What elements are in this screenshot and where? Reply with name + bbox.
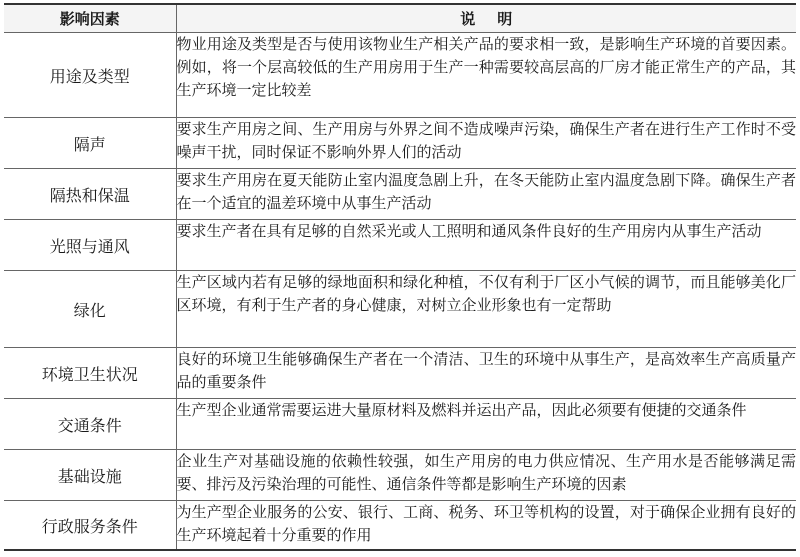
row-description: 为生产型企业服务的公安、银行、工商、税务、环卫等机构的设置，对于确保企业拥有良好的生产环境起着十分重要的作用 bbox=[176, 501, 796, 551]
table-row bbox=[4, 501, 796, 551]
table-row bbox=[4, 118, 796, 169]
row-factor: 用途及类型 bbox=[4, 33, 176, 118]
table-row bbox=[4, 33, 796, 118]
row-factor: 行政服务条件 bbox=[4, 501, 176, 551]
row-description: 要求生产者在具有足够的自然采光或人工照明和通风条件良好的生产用房内从事生产活动 bbox=[176, 220, 796, 271]
row-description: 要求生产用房之间、生产用房与外界之间不造成噪声污染，确保生产者在进行生产工作时不受噪声干扰，同时保证不影响外界人们的活动 bbox=[176, 118, 796, 169]
factors-table bbox=[4, 3, 796, 551]
row-factor: 环境卫生状况 bbox=[4, 348, 176, 399]
factors-table-container bbox=[4, 3, 796, 551]
row-description: 物业用途及类型是否与使用该物业生产相关产品的要求相一致，是影响生产环境的首要因素。例如，将一个层高较低的生产用房用于生产一种需要较高层高的厂房才能正常生产的产品，其生产环境一定比较差 bbox=[176, 33, 796, 118]
row-factor: 交通条件 bbox=[4, 399, 176, 450]
table-row bbox=[4, 348, 796, 399]
table-row bbox=[4, 271, 796, 348]
row-factor: 隔声 bbox=[4, 118, 176, 169]
table-row bbox=[4, 169, 796, 220]
header-description: 说明 bbox=[176, 4, 796, 33]
table-header-row bbox=[4, 4, 796, 33]
table-row bbox=[4, 450, 796, 501]
table-row bbox=[4, 220, 796, 271]
row-description: 良好的环境卫生能够确保生产者在一个清洁、卫生的环境中从事生产，是高效率生产高质量产品的重要条件 bbox=[176, 348, 796, 399]
row-factor: 隔热和保温 bbox=[4, 169, 176, 220]
row-factor: 基础设施 bbox=[4, 450, 176, 501]
row-factor: 光照与通风 bbox=[4, 220, 176, 271]
row-description: 企业生产对基础设施的依赖性较强，如生产用房的电力供应情况、生产用水是否能够满足需要、排污及污染治理的可能性、通信条件等都是影响生产环境的因素 bbox=[176, 450, 796, 501]
row-description: 生产型企业通常需要运进大量原材料及燃料并运出产品，因此必须要有便捷的交通条件 bbox=[176, 399, 796, 450]
row-factor: 绿化 bbox=[4, 271, 176, 348]
header-factor: 影响因素 bbox=[4, 4, 176, 33]
table-row bbox=[4, 399, 796, 450]
row-description: 生产区域内若有足够的绿地面积和绿化种植，不仅有利于厂区小气候的调节，而且能够美化厂区环境，有利于生产者的身心健康，对树立企业形象也有一定帮助 bbox=[176, 271, 796, 348]
row-description: 要求生产用房在夏天能防止室内温度急剧上升，在冬天能防止室内温度急剧下降。确保生产者在一个适宜的温差环境中从事生产活动 bbox=[176, 169, 796, 220]
